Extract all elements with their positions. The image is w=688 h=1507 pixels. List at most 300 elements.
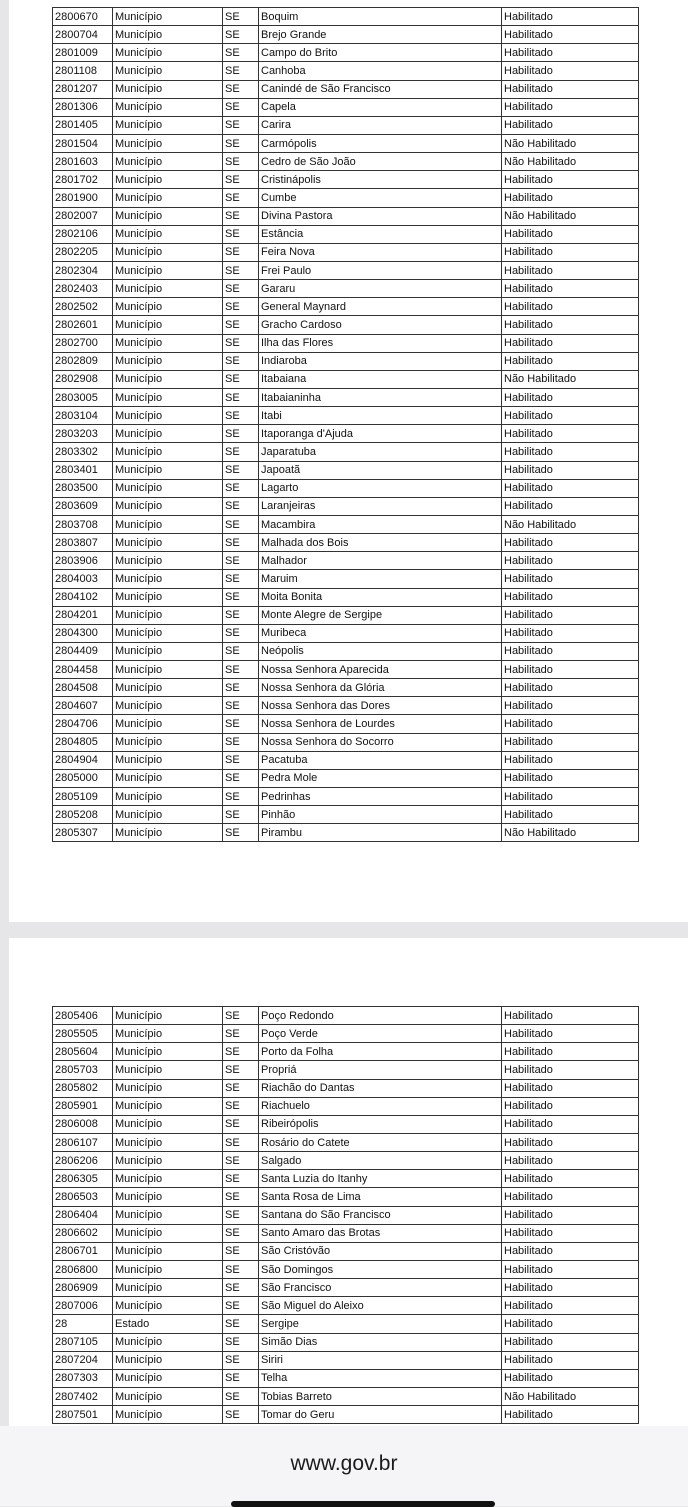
table-row bbox=[53, 1279, 639, 1297]
status-cell: Habilitado bbox=[502, 298, 639, 316]
name-cell: Ribeirópolis bbox=[259, 1115, 502, 1133]
status-cell: Habilitado bbox=[502, 715, 639, 733]
state-cell: SE bbox=[223, 1152, 259, 1170]
code-cell: 2800704 bbox=[53, 26, 113, 44]
type-cell: Município bbox=[113, 606, 223, 624]
name-cell: Capela bbox=[259, 98, 502, 116]
state-cell: SE bbox=[223, 171, 259, 189]
code-cell: 2802908 bbox=[53, 370, 113, 388]
code-cell: 2805307 bbox=[53, 824, 113, 842]
code-cell: 2804607 bbox=[53, 697, 113, 715]
type-cell: Município bbox=[113, 26, 223, 44]
code-cell: 2806107 bbox=[53, 1133, 113, 1151]
status-cell: Habilitado bbox=[502, 733, 639, 751]
status-cell: Não Habilitado bbox=[502, 515, 639, 533]
status-cell: Não Habilitado bbox=[502, 134, 639, 152]
table-row bbox=[53, 116, 639, 134]
table-row bbox=[53, 1097, 639, 1115]
type-cell: Município bbox=[113, 1188, 223, 1206]
code-cell: 2802205 bbox=[53, 243, 113, 261]
code-cell: 2801405 bbox=[53, 116, 113, 134]
status-cell: Habilitado bbox=[502, 1260, 639, 1278]
name-cell: Tomar do Geru bbox=[259, 1406, 502, 1424]
type-cell: Município bbox=[113, 189, 223, 207]
state-cell: SE bbox=[223, 824, 259, 842]
name-cell: São Francisco bbox=[259, 1279, 502, 1297]
status-cell: Habilitado bbox=[502, 1279, 639, 1297]
type-cell: Município bbox=[113, 80, 223, 98]
table-row bbox=[53, 1152, 639, 1170]
name-cell: Pedra Mole bbox=[259, 769, 502, 787]
state-cell: SE bbox=[223, 751, 259, 769]
status-cell: Habilitado bbox=[502, 624, 639, 642]
type-cell: Município bbox=[113, 261, 223, 279]
type-cell: Município bbox=[113, 243, 223, 261]
code-cell: 2801504 bbox=[53, 134, 113, 152]
name-cell: Simão Dias bbox=[259, 1333, 502, 1351]
type-cell: Município bbox=[113, 1043, 223, 1061]
name-cell: Itabaianinha bbox=[259, 388, 502, 406]
code-cell: 2803005 bbox=[53, 388, 113, 406]
code-cell: 2803401 bbox=[53, 461, 113, 479]
type-cell: Município bbox=[113, 134, 223, 152]
type-cell: Município bbox=[113, 1133, 223, 1151]
status-cell: Não Habilitado bbox=[502, 1387, 639, 1405]
table-row bbox=[53, 479, 639, 497]
name-cell: Poço Verde bbox=[259, 1025, 502, 1043]
table-row bbox=[53, 298, 639, 316]
type-cell: Município bbox=[113, 316, 223, 334]
code-cell: 2805505 bbox=[53, 1025, 113, 1043]
state-cell: SE bbox=[223, 62, 259, 80]
type-cell: Município bbox=[113, 806, 223, 824]
state-cell: SE bbox=[223, 298, 259, 316]
type-cell: Município bbox=[113, 1387, 223, 1405]
name-cell: Laranjeiras bbox=[259, 497, 502, 515]
table-row bbox=[53, 788, 639, 806]
code-cell: 2802403 bbox=[53, 280, 113, 298]
type-cell: Município bbox=[113, 679, 223, 697]
status-cell: Habilitado bbox=[502, 751, 639, 769]
name-cell: Lagarto bbox=[259, 479, 502, 497]
table-row bbox=[53, 588, 639, 606]
state-cell: SE bbox=[223, 80, 259, 98]
name-cell: Telha bbox=[259, 1369, 502, 1387]
name-cell: Santana do São Francisco bbox=[259, 1206, 502, 1224]
type-cell: Município bbox=[113, 769, 223, 787]
state-cell: SE bbox=[223, 352, 259, 370]
state-cell: SE bbox=[223, 1007, 259, 1025]
table-row bbox=[53, 225, 639, 243]
status-cell: Habilitado bbox=[502, 1315, 639, 1333]
name-cell: General Maynard bbox=[259, 298, 502, 316]
code-cell: 2800670 bbox=[53, 8, 113, 26]
table-row bbox=[53, 443, 639, 461]
table-row bbox=[53, 1061, 639, 1079]
name-cell: Pinhão bbox=[259, 806, 502, 824]
name-cell: Indiaroba bbox=[259, 352, 502, 370]
state-cell: SE bbox=[223, 733, 259, 751]
type-cell: Município bbox=[113, 697, 223, 715]
status-cell: Habilitado bbox=[502, 334, 639, 352]
code-cell: 2805109 bbox=[53, 788, 113, 806]
state-cell: SE bbox=[223, 1369, 259, 1387]
type-cell: Município bbox=[113, 1079, 223, 1097]
table-row bbox=[53, 62, 639, 80]
status-cell: Não Habilitado bbox=[502, 207, 639, 225]
table-row bbox=[53, 1206, 639, 1224]
table-row bbox=[53, 207, 639, 225]
state-cell: SE bbox=[223, 116, 259, 134]
table-row bbox=[53, 715, 639, 733]
state-cell: SE bbox=[223, 497, 259, 515]
type-cell: Município bbox=[113, 352, 223, 370]
status-cell: Habilitado bbox=[502, 44, 639, 62]
table-row bbox=[53, 1133, 639, 1151]
type-cell: Município bbox=[113, 116, 223, 134]
status-cell: Habilitado bbox=[502, 461, 639, 479]
name-cell: Rosário do Catete bbox=[259, 1133, 502, 1151]
table-row bbox=[53, 697, 639, 715]
table-row bbox=[53, 570, 639, 588]
type-cell: Município bbox=[113, 1224, 223, 1242]
status-cell: Habilitado bbox=[502, 1188, 639, 1206]
name-cell: Propriá bbox=[259, 1061, 502, 1079]
code-cell: 2807204 bbox=[53, 1351, 113, 1369]
table-row bbox=[53, 751, 639, 769]
code-cell: 2803500 bbox=[53, 479, 113, 497]
name-cell: São Cristóvão bbox=[259, 1242, 502, 1260]
code-cell: 2805901 bbox=[53, 1097, 113, 1115]
status-cell: Não Habilitado bbox=[502, 153, 639, 171]
table-row bbox=[53, 1025, 639, 1043]
status-cell: Habilitado bbox=[502, 1369, 639, 1387]
state-cell: SE bbox=[223, 606, 259, 624]
name-cell: Santa Luzia do Itanhy bbox=[259, 1170, 502, 1188]
status-cell: Habilitado bbox=[502, 352, 639, 370]
code-cell: 2804003 bbox=[53, 570, 113, 588]
name-cell: Moita Bonita bbox=[259, 588, 502, 606]
type-cell: Município bbox=[113, 1115, 223, 1133]
state-cell: SE bbox=[223, 1061, 259, 1079]
code-cell: 2805000 bbox=[53, 769, 113, 787]
type-cell: Município bbox=[113, 207, 223, 225]
type-cell: Município bbox=[113, 8, 223, 26]
type-cell: Município bbox=[113, 1061, 223, 1079]
state-cell: SE bbox=[223, 1133, 259, 1151]
table-row bbox=[53, 1043, 639, 1061]
type-cell: Município bbox=[113, 153, 223, 171]
state-cell: SE bbox=[223, 425, 259, 443]
state-cell: SE bbox=[223, 1079, 259, 1097]
state-cell: SE bbox=[223, 334, 259, 352]
state-cell: SE bbox=[223, 189, 259, 207]
table-row bbox=[53, 1333, 639, 1351]
code-cell: 2804300 bbox=[53, 624, 113, 642]
type-cell: Município bbox=[113, 515, 223, 533]
code-cell: 28 bbox=[53, 1315, 113, 1333]
table-row bbox=[53, 98, 639, 116]
status-cell: Habilitado bbox=[502, 1297, 639, 1315]
name-cell: Salgado bbox=[259, 1152, 502, 1170]
type-cell: Município bbox=[113, 62, 223, 80]
status-cell: Habilitado bbox=[502, 788, 639, 806]
type-cell: Município bbox=[113, 461, 223, 479]
table-row bbox=[53, 1260, 639, 1278]
code-cell: 2804102 bbox=[53, 588, 113, 606]
table-row bbox=[53, 352, 639, 370]
code-cell: 2801702 bbox=[53, 171, 113, 189]
state-cell: SE bbox=[223, 715, 259, 733]
type-cell: Município bbox=[113, 733, 223, 751]
type-cell: Município bbox=[113, 642, 223, 660]
state-cell: SE bbox=[223, 443, 259, 461]
name-cell: Cristinápolis bbox=[259, 171, 502, 189]
status-cell: Habilitado bbox=[502, 388, 639, 406]
state-cell: SE bbox=[223, 134, 259, 152]
status-cell: Habilitado bbox=[502, 1406, 639, 1424]
state-cell: SE bbox=[223, 1025, 259, 1043]
name-cell: Japaratuba bbox=[259, 443, 502, 461]
type-cell: Município bbox=[113, 370, 223, 388]
municipality-table bbox=[52, 7, 639, 842]
table-row bbox=[53, 26, 639, 44]
home-indicator[interactable] bbox=[231, 1501, 495, 1507]
state-cell: SE bbox=[223, 534, 259, 552]
name-cell: Carmópolis bbox=[259, 134, 502, 152]
code-cell: 2804706 bbox=[53, 715, 113, 733]
name-cell: Feira Nova bbox=[259, 243, 502, 261]
name-cell: Itabaiana bbox=[259, 370, 502, 388]
type-cell: Município bbox=[113, 479, 223, 497]
name-cell: Nossa Senhora da Glória bbox=[259, 679, 502, 697]
type-cell: Município bbox=[113, 1369, 223, 1387]
type-cell: Município bbox=[113, 1279, 223, 1297]
table-row bbox=[53, 733, 639, 751]
status-cell: Habilitado bbox=[502, 552, 639, 570]
code-cell: 2806206 bbox=[53, 1152, 113, 1170]
name-cell: Sergipe bbox=[259, 1315, 502, 1333]
code-cell: 2806008 bbox=[53, 1115, 113, 1133]
status-cell: Habilitado bbox=[502, 261, 639, 279]
status-cell: Habilitado bbox=[502, 8, 639, 26]
state-cell: SE bbox=[223, 44, 259, 62]
name-cell: Monte Alegre de Sergipe bbox=[259, 606, 502, 624]
code-cell: 2803708 bbox=[53, 515, 113, 533]
code-cell: 2803104 bbox=[53, 407, 113, 425]
name-cell: Riachuelo bbox=[259, 1097, 502, 1115]
status-cell: Habilitado bbox=[502, 1097, 639, 1115]
status-cell: Habilitado bbox=[502, 1170, 639, 1188]
state-cell: SE bbox=[223, 806, 259, 824]
status-cell: Habilitado bbox=[502, 479, 639, 497]
status-cell: Habilitado bbox=[502, 189, 639, 207]
code-cell: 2805802 bbox=[53, 1079, 113, 1097]
code-cell: 2804201 bbox=[53, 606, 113, 624]
table-row bbox=[53, 1297, 639, 1315]
table-row bbox=[53, 661, 639, 679]
state-cell: SE bbox=[223, 407, 259, 425]
name-cell: Pirambu bbox=[259, 824, 502, 842]
url-label[interactable]: www.gov.br bbox=[290, 1452, 398, 1475]
state-cell: SE bbox=[223, 1188, 259, 1206]
table-body bbox=[53, 8, 639, 842]
table-body bbox=[53, 1007, 639, 1424]
name-cell: Divina Pastora bbox=[259, 207, 502, 225]
table-row bbox=[53, 1242, 639, 1260]
state-cell: SE bbox=[223, 515, 259, 533]
name-cell: Malhada dos Bois bbox=[259, 534, 502, 552]
status-cell: Habilitado bbox=[502, 1242, 639, 1260]
status-cell: Habilitado bbox=[502, 769, 639, 787]
code-cell: 2802601 bbox=[53, 316, 113, 334]
table-row bbox=[53, 1079, 639, 1097]
code-cell: 2805703 bbox=[53, 1061, 113, 1079]
table-row bbox=[53, 1351, 639, 1369]
status-cell: Habilitado bbox=[502, 225, 639, 243]
table-row bbox=[53, 243, 639, 261]
status-cell: Não Habilitado bbox=[502, 370, 639, 388]
code-cell: 2802502 bbox=[53, 298, 113, 316]
status-cell: Habilitado bbox=[502, 1025, 639, 1043]
status-cell: Habilitado bbox=[502, 280, 639, 298]
name-cell: Santo Amaro das Brotas bbox=[259, 1224, 502, 1242]
code-cell: 2803906 bbox=[53, 552, 113, 570]
name-cell: Poço Redondo bbox=[259, 1007, 502, 1025]
type-cell: Município bbox=[113, 588, 223, 606]
status-cell: Habilitado bbox=[502, 26, 639, 44]
state-cell: SE bbox=[223, 261, 259, 279]
document-page-1 bbox=[9, 0, 688, 922]
status-cell: Habilitado bbox=[502, 1333, 639, 1351]
type-cell: Município bbox=[113, 534, 223, 552]
code-cell: 2802007 bbox=[53, 207, 113, 225]
state-cell: SE bbox=[223, 1351, 259, 1369]
type-cell: Município bbox=[113, 44, 223, 62]
table-row bbox=[53, 1170, 639, 1188]
type-cell: Município bbox=[113, 624, 223, 642]
name-cell: Boquim bbox=[259, 8, 502, 26]
state-cell: SE bbox=[223, 153, 259, 171]
table-row bbox=[53, 1315, 639, 1333]
type-cell: Município bbox=[113, 552, 223, 570]
table-row bbox=[53, 806, 639, 824]
type-cell: Município bbox=[113, 407, 223, 425]
name-cell: São Miguel do Aleixo bbox=[259, 1297, 502, 1315]
state-cell: SE bbox=[223, 788, 259, 806]
status-cell: Habilitado bbox=[502, 316, 639, 334]
type-cell: Município bbox=[113, 1170, 223, 1188]
state-cell: SE bbox=[223, 1387, 259, 1405]
status-cell: Habilitado bbox=[502, 679, 639, 697]
type-cell: Município bbox=[113, 661, 223, 679]
type-cell: Município bbox=[113, 497, 223, 515]
name-cell: Japoatã bbox=[259, 461, 502, 479]
state-cell: SE bbox=[223, 388, 259, 406]
name-cell: Macambira bbox=[259, 515, 502, 533]
code-cell: 2803807 bbox=[53, 534, 113, 552]
status-cell: Habilitado bbox=[502, 443, 639, 461]
state-cell: SE bbox=[223, 1242, 259, 1260]
table-row bbox=[53, 189, 639, 207]
name-cell: Siriri bbox=[259, 1351, 502, 1369]
type-cell: Município bbox=[113, 1351, 223, 1369]
status-cell: Habilitado bbox=[502, 1079, 639, 1097]
state-cell: SE bbox=[223, 697, 259, 715]
code-cell: 2807303 bbox=[53, 1369, 113, 1387]
name-cell: Porto da Folha bbox=[259, 1043, 502, 1061]
type-cell: Município bbox=[113, 298, 223, 316]
table-row bbox=[53, 8, 639, 26]
state-cell: SE bbox=[223, 1406, 259, 1424]
type-cell: Município bbox=[113, 570, 223, 588]
table-row bbox=[53, 280, 639, 298]
status-cell: Habilitado bbox=[502, 1061, 639, 1079]
status-cell: Habilitado bbox=[502, 1133, 639, 1151]
table-row bbox=[53, 388, 639, 406]
state-cell: SE bbox=[223, 316, 259, 334]
state-cell: SE bbox=[223, 1224, 259, 1242]
code-cell: 2802700 bbox=[53, 334, 113, 352]
state-cell: SE bbox=[223, 461, 259, 479]
type-cell: Município bbox=[113, 715, 223, 733]
status-cell: Habilitado bbox=[502, 806, 639, 824]
table-row bbox=[53, 552, 639, 570]
code-cell: 2803302 bbox=[53, 443, 113, 461]
code-cell: 2804904 bbox=[53, 751, 113, 769]
code-cell: 2806800 bbox=[53, 1260, 113, 1278]
table-row bbox=[53, 1188, 639, 1206]
table-row bbox=[53, 334, 639, 352]
table-row bbox=[53, 461, 639, 479]
type-cell: Município bbox=[113, 388, 223, 406]
state-cell: SE bbox=[223, 370, 259, 388]
table-row bbox=[53, 606, 639, 624]
name-cell: Muribeca bbox=[259, 624, 502, 642]
name-cell: Riachão do Dantas bbox=[259, 1079, 502, 1097]
state-cell: SE bbox=[223, 642, 259, 660]
state-cell: SE bbox=[223, 1279, 259, 1297]
name-cell: Canindé de São Francisco bbox=[259, 80, 502, 98]
name-cell: Gararu bbox=[259, 280, 502, 298]
name-cell: Nossa Senhora do Socorro bbox=[259, 733, 502, 751]
code-cell: 2806305 bbox=[53, 1170, 113, 1188]
state-cell: SE bbox=[223, 588, 259, 606]
table-row bbox=[53, 497, 639, 515]
table-row bbox=[53, 824, 639, 842]
state-cell: SE bbox=[223, 1333, 259, 1351]
state-cell: SE bbox=[223, 8, 259, 26]
type-cell: Município bbox=[113, 1007, 223, 1025]
name-cell: Canhoba bbox=[259, 62, 502, 80]
name-cell: São Domingos bbox=[259, 1260, 502, 1278]
state-cell: SE bbox=[223, 1206, 259, 1224]
status-cell: Habilitado bbox=[502, 1224, 639, 1242]
status-cell: Habilitado bbox=[502, 606, 639, 624]
table-row bbox=[53, 134, 639, 152]
state-cell: SE bbox=[223, 1260, 259, 1278]
type-cell: Município bbox=[113, 1333, 223, 1351]
municipality-table bbox=[52, 1006, 639, 1424]
state-cell: SE bbox=[223, 624, 259, 642]
status-cell: Habilitado bbox=[502, 116, 639, 134]
code-cell: 2801900 bbox=[53, 189, 113, 207]
name-cell: Santa Rosa de Lima bbox=[259, 1188, 502, 1206]
code-cell: 2802809 bbox=[53, 352, 113, 370]
status-cell: Habilitado bbox=[502, 1152, 639, 1170]
name-cell: Nossa Senhora de Lourdes bbox=[259, 715, 502, 733]
state-cell: SE bbox=[223, 1043, 259, 1061]
